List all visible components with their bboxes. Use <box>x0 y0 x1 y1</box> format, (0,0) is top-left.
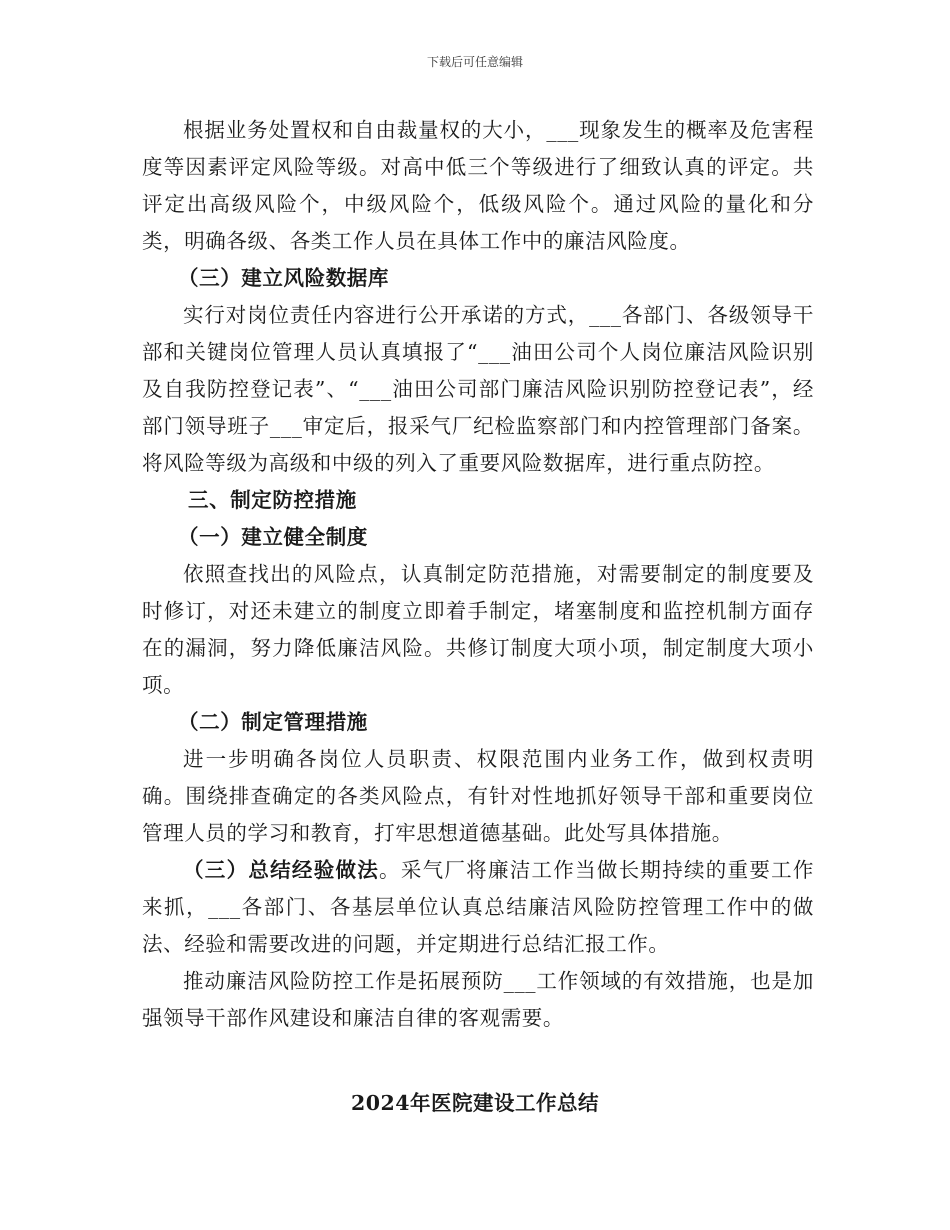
heading-build-system: （一）建立健全制度 <box>178 525 368 549</box>
heading-risk-database: （三）建立风险数据库 <box>178 266 389 290</box>
document-body <box>142 112 814 1037</box>
heading-management-measures: （二）制定管理措施 <box>178 710 368 734</box>
paragraph-management-measures: 进一步明确各岗位人员职责、权限范围内业务工作，做到权责明确。围绕排查确定的各类风险点，有针对性地抓好领导干部和重要岗位管理人员的学习和教育，打牢思想道德基础。此处写具体措施。 <box>142 747 814 845</box>
paragraph-summarize-text: 。采气厂将廉洁工作当做长期持续的重要工作来抓，___各部门、各基层单位认真总结廉洁风险防控管理工作中的做法、经验和需要改进的问题，并定期进行总结汇报工作。 <box>142 858 815 956</box>
paragraph-summarize-experience <box>142 852 814 963</box>
page-header-note: 下载后可任意编辑 <box>426 55 523 69</box>
paragraph-risk-rating: 根据业务处置权和自由裁量权的大小，___现象发生的概率及危害程度等因素评定风险等级。对高中低三个等级进行了细致认真的评定。共评定出高级风险个，中级风险个，低级风险个。通过风险的量化和分类，明确各级、各类工作人员在具体工作中的廉洁风险度。 <box>142 118 814 253</box>
inline-heading-summarize: （三）总结经验做法 <box>183 858 380 882</box>
paragraph-conclusion: 推动廉洁风险防控工作是拓展预防___工作领域的有效措施，也是加强领导干部作风建设和廉洁自律的客观需要。 <box>142 969 814 1030</box>
paragraph-risk-database: 实行对岗位责任内容进行公开承诺的方式，___各部门、各级领导干部和关键岗位管理人员认真填报了“___油田公司个人岗位廉洁风险识别及自我防控登记表”、“___油田公司部门廉洁风险识别防控登记表”，经部门领导班子___审定后，报采气厂纪检监察部门和内控管理部门备案。将风险等级为高级和中级的列入了重要风险数据库，进行重点防控。 <box>142 303 814 475</box>
paragraph-build-system: 依照查找出的风险点，认真制定防范措施，对需要制定的制度要及时修订，对还未建立的制度立即着手制定，堵塞制度和监控机制方面存在的漏洞，努力降低廉洁风险。共修订制度大项小项，制定制度大项小项。 <box>142 562 814 697</box>
next-document-title: 2024年医院建设工作总结 <box>350 1091 600 1115</box>
heading-prevention-measures: 三、制定防控措施 <box>188 488 357 512</box>
